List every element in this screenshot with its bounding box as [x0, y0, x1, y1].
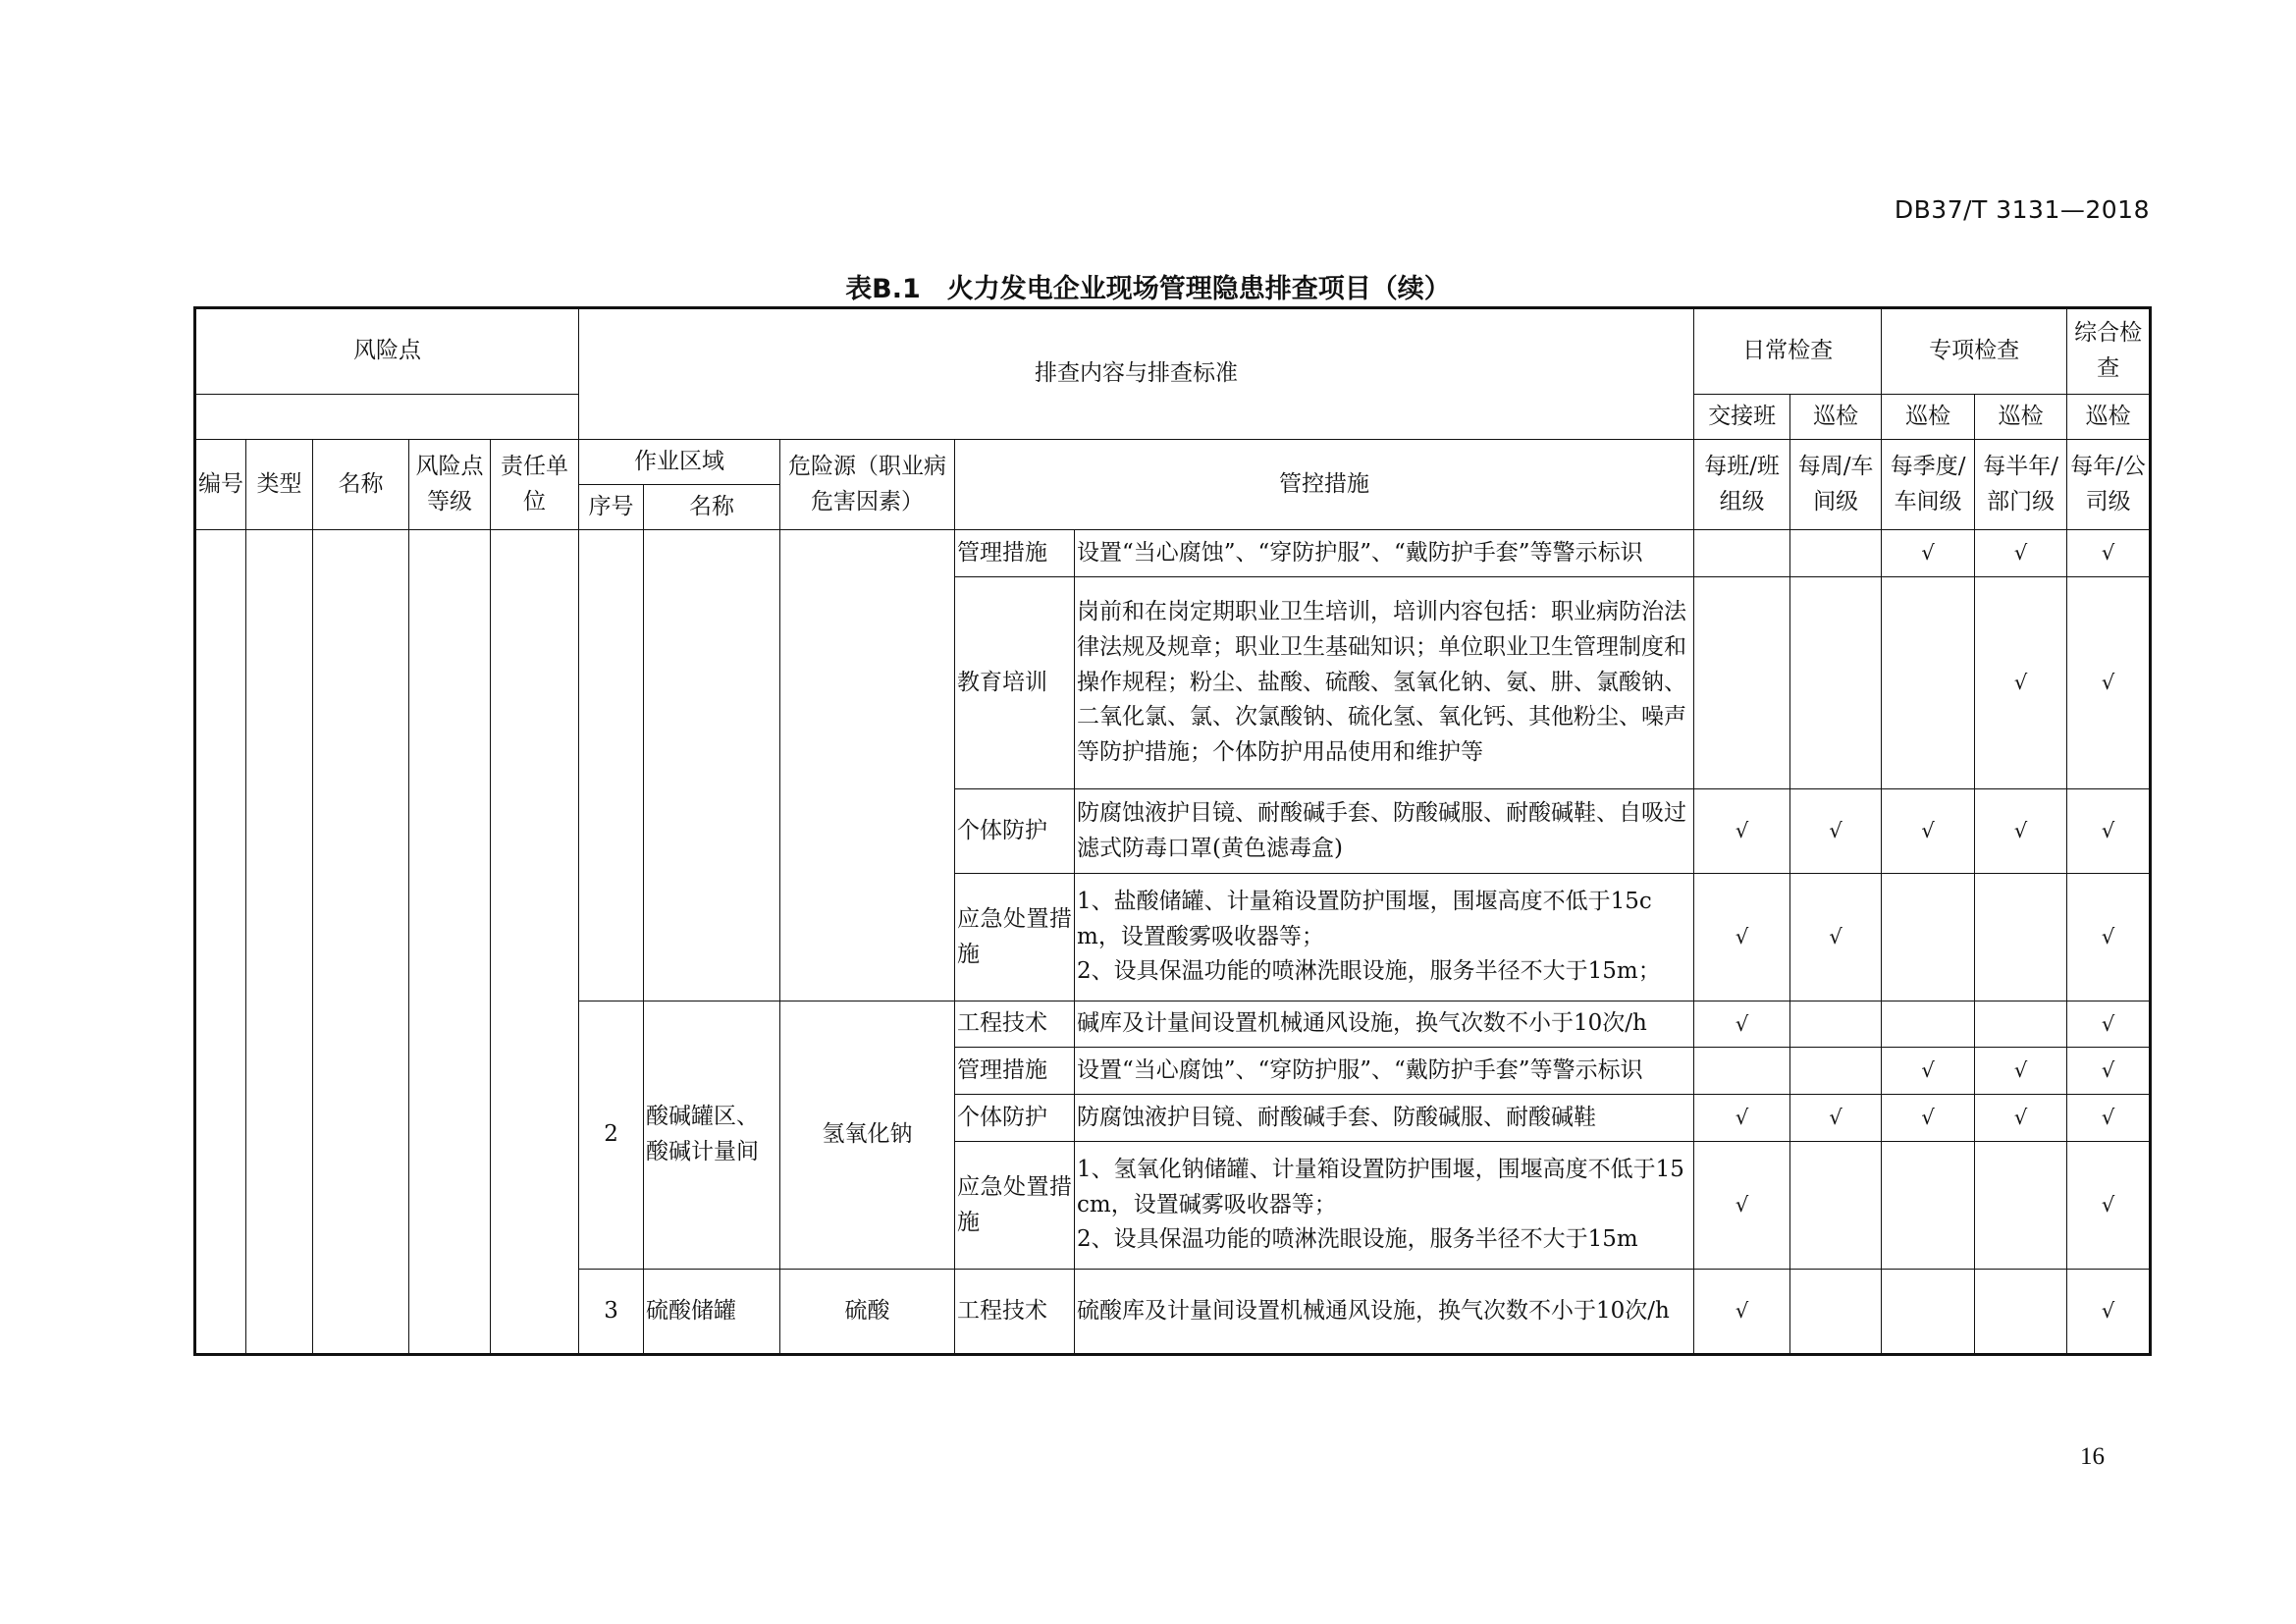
- header-shift-handover: 交接班: [1694, 395, 1790, 440]
- cell-measure-category: 工程技术: [955, 1001, 1075, 1048]
- col-header-freq-1: 每班/班组级: [1694, 440, 1790, 530]
- cell-measure-content: 碱库及计量间设置机械通风设施，换气次数不小于10次/h: [1075, 1001, 1694, 1048]
- check-mark-1: √: [1694, 1001, 1790, 1048]
- cell-area-seq: [579, 530, 644, 1001]
- check-mark-1: [1694, 577, 1790, 789]
- check-mark-1: √: [1694, 1270, 1790, 1354]
- cell-measure-content: 岗前和在岗定期职业卫生培训，培训内容包括：职业病防治法律法规及规章；职业卫生基础知识；单位职业卫生管理制度和操作规程；粉尘、盐酸、硫酸、氢氧化钠、氨、肼、氯酸钠、二氧化氯、氯、次氯酸钠、硫化氢、氧化钙、其他粉尘、噪声等防护措施；个体防护用品使用和维护等: [1075, 577, 1694, 789]
- check-mark-4: √: [1975, 789, 2067, 874]
- cell-area-name: [644, 530, 780, 1001]
- check-mark-1: √: [1694, 789, 1790, 874]
- cell-measure-content: 设置“当心腐蚀”、“穿防护服”、“戴防护手套”等警示标识: [1075, 530, 1694, 577]
- cell-measure-content: [1075, 874, 1694, 1001]
- cell-measure-category: 个体防护: [955, 789, 1075, 874]
- col-header-no: 编号: [196, 440, 246, 530]
- check-mark-2: √: [1790, 874, 1882, 1001]
- cell-measure-content: [1075, 1142, 1694, 1270]
- check-mark-2: [1790, 1270, 1882, 1354]
- check-mark-3: [1882, 874, 1975, 1001]
- header-patrol-3: 巡检: [1975, 395, 2067, 440]
- check-mark-4: [1975, 1142, 2067, 1270]
- cell-measure-category: 工程技术: [955, 1270, 1075, 1354]
- check-mark-3: √: [1882, 1048, 1975, 1095]
- check-mark-5: √: [2067, 789, 2150, 874]
- header-patrol-4: 巡检: [2067, 395, 2150, 440]
- col-header-resp-unit: 责任单位: [491, 440, 579, 530]
- cell-measure-category: 应急处置措施: [955, 1142, 1075, 1270]
- col-header-freq-3: 每季度/车间级: [1882, 440, 1975, 530]
- check-mark-4: [1975, 1001, 2067, 1048]
- check-mark-1: [1694, 530, 1790, 577]
- header-risk-blank: [196, 395, 579, 440]
- check-mark-5: √: [2067, 1142, 2150, 1270]
- cell-measure-category: 教育培训: [955, 577, 1075, 789]
- check-mark-1: √: [1694, 1142, 1790, 1270]
- cell-risk-name: [313, 530, 409, 1354]
- document-code: DB37/T 3131—2018: [1894, 195, 2150, 224]
- check-mark-2: [1790, 1001, 1882, 1048]
- cell-measure-category: 管理措施: [955, 530, 1075, 577]
- check-mark-1: √: [1694, 1095, 1790, 1142]
- hazard-inspection-table: [195, 308, 2150, 1354]
- check-mark-5: √: [2067, 1048, 2150, 1095]
- header-comprehensive-check: 综合检查: [2067, 309, 2150, 395]
- check-mark-2: [1790, 577, 1882, 789]
- check-mark-1: [1694, 1048, 1790, 1095]
- check-mark-5: √: [2067, 1095, 2150, 1142]
- header-patrol-1: 巡检: [1790, 395, 1882, 440]
- check-mark-4: √: [1975, 530, 2067, 577]
- cell-hazard-source: [780, 530, 955, 1001]
- cell-area-name: 硫酸储罐: [644, 1270, 780, 1354]
- check-mark-3: √: [1882, 789, 1975, 874]
- cell-hazard-source: 氢氧化钠: [780, 1001, 955, 1270]
- cell-measure-content: 硫酸库及计量间设置机械通风设施，换气次数不小于10次/h: [1075, 1270, 1694, 1354]
- cell-measure-content: 设置“当心腐蚀”、“穿防护服”、“戴防护手套”等警示标识: [1075, 1048, 1694, 1095]
- col-header-risk-level: 风险点等级: [409, 440, 491, 530]
- check-mark-2: [1790, 1142, 1882, 1270]
- col-header-name: 名称: [313, 440, 409, 530]
- col-header-freq-5: 每年/公司级: [2067, 440, 2150, 530]
- col-header-control-measures: 管控措施: [955, 440, 1694, 530]
- check-mark-3: √: [1882, 530, 1975, 577]
- cell-risk-type: [246, 530, 313, 1354]
- check-mark-3: [1882, 1142, 1975, 1270]
- col-header-type: 类型: [246, 440, 313, 530]
- col-header-hazard-source: 危险源（职业病危害因素）: [780, 440, 955, 530]
- measure-content-line: 2、设具保温功能的喷淋洗眼设施，服务半径不大于15m: [1077, 1226, 1638, 1253]
- col-header-freq-4: 每半年/部门级: [1975, 440, 2067, 530]
- cell-measure-category: 个体防护: [955, 1095, 1075, 1142]
- measure-content-line: 1、氢氧化钠储罐、计量箱设置防护围堰，围堰高度不低于15cm，设置碱雾吸收器等；: [1077, 1157, 1684, 1218]
- header-special-check: 专项检查: [1882, 309, 2067, 395]
- cell-area-seq: 2: [579, 1001, 644, 1270]
- cell-measure-content: 防腐蚀液护目镜、耐酸碱手套、防酸碱服、耐酸碱鞋: [1075, 1095, 1694, 1142]
- check-mark-4: [1975, 1270, 2067, 1354]
- check-mark-4: [1975, 874, 2067, 1001]
- cell-area-seq: 3: [579, 1270, 644, 1354]
- cell-measure-content: 防腐蚀液护目镜、耐酸碱手套、防酸碱服、耐酸碱鞋、自吸过滤式防毒口罩(黄色滤毒盒): [1075, 789, 1694, 874]
- cell-measure-category: 应急处置措施: [955, 874, 1075, 1001]
- measure-content-line: 2、设具保温功能的喷淋洗眼设施，服务半径不大于15m；: [1077, 958, 1661, 985]
- cell-measure-category: 管理措施: [955, 1048, 1075, 1095]
- check-mark-2: [1790, 530, 1882, 577]
- header-daily-check: 日常检查: [1694, 309, 1882, 395]
- header-content-standard: 排查内容与排查标准: [579, 309, 1694, 440]
- cell-risk-no: [196, 530, 246, 1354]
- check-mark-4: √: [1975, 1048, 2067, 1095]
- header-risk-point: 风险点: [196, 309, 579, 395]
- check-mark-3: [1882, 577, 1975, 789]
- col-header-work-area: 作业区域: [579, 440, 780, 485]
- table-title: 表B.1 火力发电企业现场管理隐患排查项目（续）: [845, 274, 1451, 304]
- cell-risk-level: [409, 530, 491, 1354]
- col-header-area-seq: 序号: [579, 485, 644, 530]
- check-mark-2: [1790, 1048, 1882, 1095]
- check-mark-1: √: [1694, 874, 1790, 1001]
- col-header-freq-2: 每周/车间级: [1790, 440, 1882, 530]
- cell-hazard-source: 硫酸: [780, 1270, 955, 1354]
- check-mark-2: √: [1790, 1095, 1882, 1142]
- check-mark-3: √: [1882, 1095, 1975, 1142]
- page-number: 16: [2080, 1443, 2105, 1470]
- check-mark-5: √: [2067, 1270, 2150, 1354]
- header-patrol-2: 巡检: [1882, 395, 1975, 440]
- cell-area-name: 酸碱罐区、酸碱计量间: [644, 1001, 780, 1270]
- check-mark-4: √: [1975, 577, 2067, 789]
- check-mark-2: √: [1790, 789, 1882, 874]
- check-mark-5: √: [2067, 530, 2150, 577]
- check-mark-5: √: [2067, 577, 2150, 789]
- cell-resp-unit: [491, 530, 579, 1354]
- check-mark-3: [1882, 1001, 1975, 1048]
- check-mark-3: [1882, 1270, 1975, 1354]
- check-mark-5: √: [2067, 874, 2150, 1001]
- check-mark-5: √: [2067, 1001, 2150, 1048]
- col-header-area-name: 名称: [644, 485, 780, 530]
- measure-content-line: 1、盐酸储罐、计量箱设置防护围堰，围堰高度不低于15cm，设置酸雾吸收器等；: [1077, 889, 1652, 949]
- table-row: [196, 530, 2150, 577]
- check-mark-4: √: [1975, 1095, 2067, 1142]
